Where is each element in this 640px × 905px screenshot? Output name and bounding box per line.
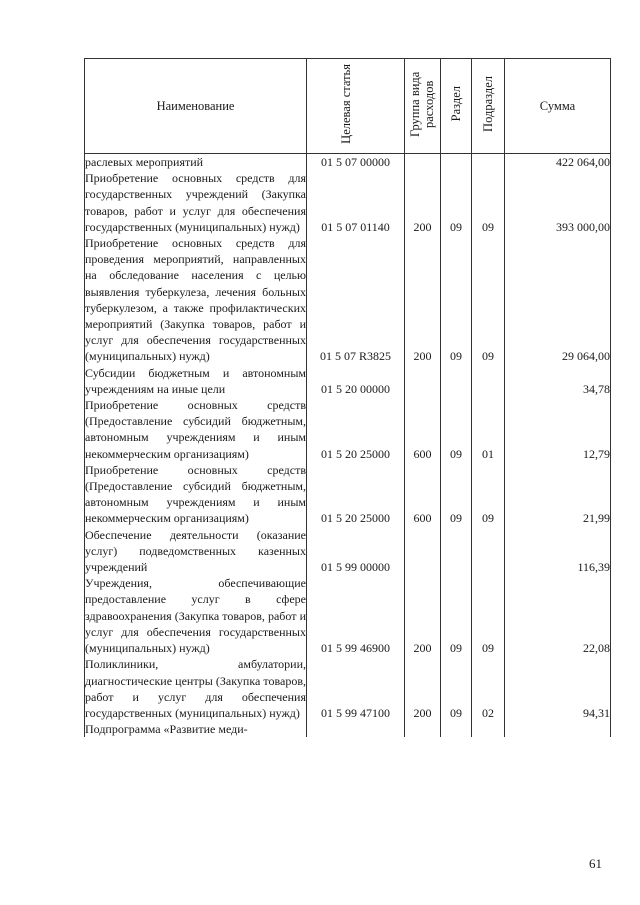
- table-row: [85, 170, 611, 235]
- table-row: [85, 397, 611, 462]
- page-number: 61: [589, 856, 602, 871]
- row-name: раслевых мероприятий: [85, 154, 307, 171]
- row-name: Обеспечение деятельности (оказание услуг) подведомственных казенных учреждений: [85, 527, 306, 575]
- row-amount: [505, 721, 611, 737]
- row-name: Приобретение основных средств (Предоставление субсидий бюджетным, автономным учреждениям и иным некоммерческим организациям): [85, 398, 306, 461]
- table-header-row: [85, 59, 611, 154]
- row-target-article: 01 5 07 00000: [307, 154, 405, 171]
- table-row: [85, 462, 611, 527]
- header-section: [441, 59, 472, 154]
- row-expense-group: [405, 721, 441, 737]
- row-subsection: 02: [472, 656, 505, 721]
- row-target-article: 01 5 20 25000: [307, 462, 405, 527]
- header-subsection-label: Подраздел: [481, 76, 495, 132]
- row-expense-group: 600: [405, 397, 441, 462]
- row-subsection: 09: [472, 170, 505, 235]
- row-amount: 34,78: [505, 365, 611, 397]
- table-row: [85, 721, 611, 737]
- table-row: [85, 365, 611, 397]
- row-target-article: 01 5 99 47100: [307, 656, 405, 721]
- table-row: [85, 527, 611, 576]
- row-section: [441, 365, 472, 397]
- budget-table: [84, 58, 611, 737]
- header-target-article-label: Целевая статья: [338, 64, 353, 144]
- header-section-label: Раздел: [449, 86, 463, 122]
- row-subsection: 09: [472, 462, 505, 527]
- row-name: Учреждения, обеспечивающие предоставление услуг в сфере здравоохранения (Закупка товаров, работ и услуг для обеспечения государственных (муниципальных) нужд): [85, 576, 306, 656]
- budget-table-page: [84, 58, 610, 737]
- row-amount: 29 064,00: [505, 235, 611, 365]
- row-amount: 22,08: [505, 575, 611, 656]
- row-subsection: [472, 365, 505, 397]
- row-section: 09: [441, 462, 472, 527]
- row-amount: 422 064,00: [505, 154, 611, 171]
- row-expense-group: 200: [405, 170, 441, 235]
- header-expense-group-label: Группа вида расходов: [407, 71, 436, 137]
- row-expense-group: [405, 154, 441, 171]
- row-expense-group: [405, 365, 441, 397]
- row-name: Приобретение основных средств для проведения мероприятий, направленных на обследование населения с целью выявления туберкулеза, лечения больных туберкулезом, а также профилактических мероприятий (Закупка товаров, работ и услуг для обеспечения государственных (муниципальных) нужд): [85, 236, 306, 364]
- row-expense-group: [405, 527, 441, 576]
- row-name: Поликлиники, амбулатории, диагностические центры (Закупка товаров, работ и услуг для обеспечения государственных (муниципальных) нужд): [85, 657, 306, 720]
- row-section: 09: [441, 397, 472, 462]
- row-target-article: 01 5 99 46900: [307, 575, 405, 656]
- row-target-article: 01 5 07 R3825: [307, 235, 405, 365]
- row-target-article: 01 5 07 01140: [307, 170, 405, 235]
- row-subsection: [472, 154, 505, 171]
- row-subsection: [472, 527, 505, 576]
- row-expense-group: 200: [405, 656, 441, 721]
- table-row: [85, 575, 611, 656]
- row-name: Подпрограмма «Развитие меди-: [85, 721, 307, 737]
- row-name: Субсидии бюджетным и автономным учреждениям на иные цели: [85, 365, 306, 396]
- row-expense-group: 600: [405, 462, 441, 527]
- row-name: Приобретение основных средств для государственных учреждений (Закупка товаров, работ и услуг для обеспечения государственных (муниципальных) нужд): [85, 171, 306, 234]
- row-amount: 21,99: [505, 462, 611, 527]
- table-row: [85, 154, 611, 171]
- row-expense-group: 200: [405, 235, 441, 365]
- header-expense-group: [405, 59, 441, 154]
- row-subsection: 01: [472, 397, 505, 462]
- row-target-article: 01 5 20 00000: [307, 365, 405, 397]
- table-row: [85, 656, 611, 721]
- header-subsection: [472, 59, 505, 154]
- row-target-article: [307, 721, 405, 737]
- row-subsection: 09: [472, 235, 505, 365]
- row-target-article: 01 5 20 25000: [307, 397, 405, 462]
- row-name: Приобретение основных средств (Предоставление субсидий бюджетным, автономным учреждениям и иным некоммерческим организациям): [85, 462, 306, 526]
- row-subsection: [472, 721, 505, 737]
- header-name: Наименование: [85, 59, 307, 154]
- row-target-article: 01 5 99 00000: [307, 527, 405, 576]
- row-section: 09: [441, 235, 472, 365]
- row-section: 09: [441, 575, 472, 656]
- row-amount: 94,31: [505, 656, 611, 721]
- row-section: 09: [441, 656, 472, 721]
- row-subsection: 09: [472, 575, 505, 656]
- row-amount: 12,79: [505, 397, 611, 462]
- row-section: 09: [441, 170, 472, 235]
- row-amount: 116,39: [505, 527, 611, 576]
- table-row: [85, 235, 611, 365]
- row-expense-group: 200: [405, 575, 441, 656]
- row-amount: 393 000,00: [505, 170, 611, 235]
- header-target-article: [307, 59, 405, 154]
- row-section: [441, 721, 472, 737]
- row-section: [441, 527, 472, 576]
- row-section: [441, 154, 472, 171]
- header-amount: Сумма: [505, 59, 611, 154]
